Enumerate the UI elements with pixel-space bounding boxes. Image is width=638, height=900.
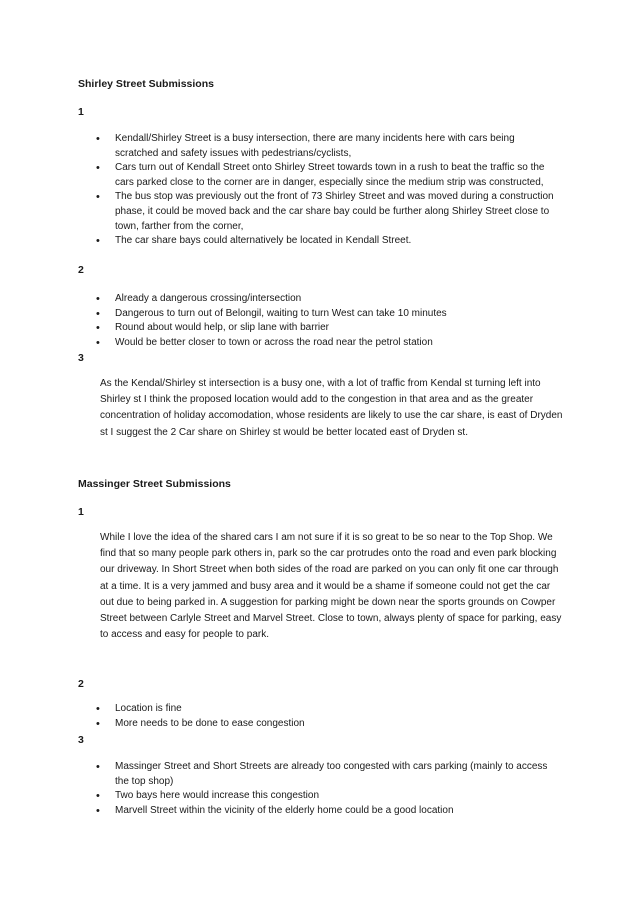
shirley-submission-3-paragraph: As the Kendal/Shirley st intersection is a busy one, with a lot of traffic from Kendal st turning left into Shirley st I think the proposed location would add to the congestion in that area and as the greater concentration of holiday accomodation, whose residents are likely to use the car share, is east of Dryden st I suggest the 2 Car share on Shirley st would be better located east of Dryden st. xyxy=(100,378,563,438)
list-item: • More needs to be done to ease congestion xyxy=(96,717,556,732)
massinger-heading: Massinger Street Submissions xyxy=(78,478,231,490)
list-item: • Two bays here would increase this congestion xyxy=(96,789,556,804)
list-item: • Round about would help, or slip lane with barrier xyxy=(96,321,556,336)
list-item: • The car share bays could alternatively be located in Kendall Street. xyxy=(96,234,556,249)
list-item: • Massinger Street and Short Streets are already too congested with cars parking (mainly to access the top shop) xyxy=(96,760,556,789)
shirley-submission-2-list xyxy=(96,292,556,350)
list-item: • Already a dangerous crossing/intersection xyxy=(96,292,556,307)
list-item: • Dangerous to turn out of Belongil, waiting to turn West can take 10 minutes xyxy=(96,307,556,322)
list-item: • Kendall/Shirley Street is a busy intersection, there are many incidents here with cars being scratched and safety issues with pedestrians/cyclists, xyxy=(96,132,556,161)
list-item: • Location is fine xyxy=(96,702,556,717)
list-item: • The bus stop was previously out the front of 73 Shirley Street and was moved during a construction phase, it could be moved back and the car share bay could be further along Shirley Street close to town, farther from the corner, xyxy=(96,190,556,234)
list-item: • Would be better closer to town or across the road near the petrol station xyxy=(96,336,556,351)
massinger-submission-2-list xyxy=(96,702,556,731)
massinger-submission-1-number: 1 xyxy=(78,506,84,518)
shirley-submission-1-list xyxy=(96,132,556,249)
list-item: • Cars turn out of Kendall Street onto Shirley Street towards town in a rush to beat the traffic so the cars parked close to the corner are in danger, especially since the medium strip was constructed, xyxy=(96,161,556,190)
massinger-submission-1-paragraph: While I love the idea of the shared cars I am not sure if it is so great to be so near to the Top Shop. We find that so many people park others in, park so the car protrudes onto the road and even park blocking our driveway. In Short Street when both sides of the road are parked on you can only fit one car through at a time. It is a very jammed and busy area and it would be a shame if someone could not get the car out due to being parked in. A suggestion for parking might be down near the sports grounds on Cowper Street between Carlyle Street and Marvel Street. Close to town, always plenty of space for parking, easy to access and easy for people to park. xyxy=(100,532,562,641)
shirley-submission-2-number: 2 xyxy=(78,264,84,276)
massinger-submission-2-number: 2 xyxy=(78,678,84,690)
massinger-submission-3-list xyxy=(96,760,556,818)
shirley-submission-1-number: 1 xyxy=(78,106,84,118)
shirley-heading: Shirley Street Submissions xyxy=(78,78,214,90)
massinger-submission-3-number: 3 xyxy=(78,734,84,746)
shirley-submission-3-number: 3 xyxy=(78,352,84,364)
list-item: • Marvell Street within the vicinity of the elderly home could be a good location xyxy=(96,804,556,819)
